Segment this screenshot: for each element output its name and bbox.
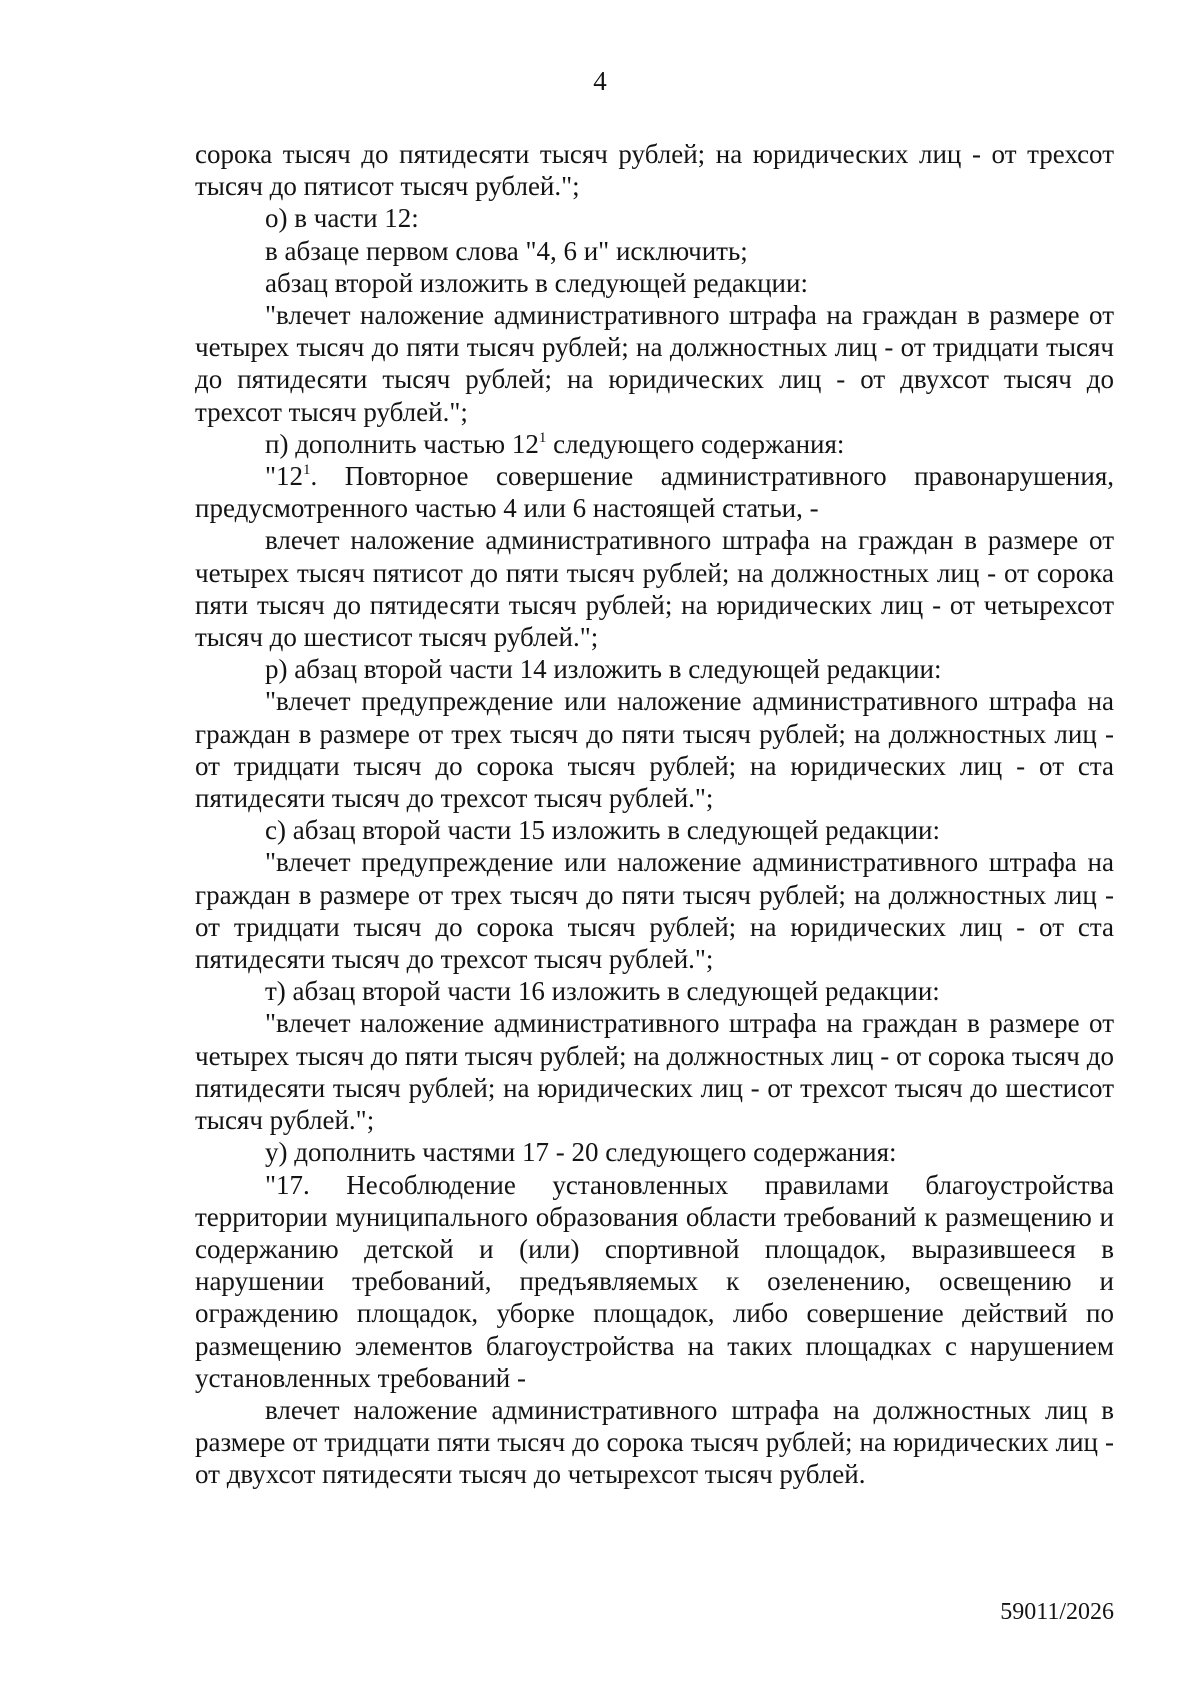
superscript: 1 [303,462,311,479]
document-code: 59011/2026 [1000,1599,1114,1625]
page-number: 4 [593,66,607,96]
paragraph-text: "12 [265,461,304,492]
paragraph: о) в части 12: [265,203,419,234]
paragraph: у) дополнить частями 17 - 20 следующего содержания: [265,1137,897,1168]
paragraph: "влечет наложение административного штрафа на граждан в размере от четырех тысяч до пяти тысяч рублей; на должностных лиц - от сорока тысяч до пятидесяти тысяч рублей; на юридических лиц - от трехсот тысяч до шестисот тысяч рублей."; [195,1008,1114,1136]
paragraph: с) абзац второй части 15 изложить в следующей редакции: [265,815,940,846]
paragraph-text: . Повторное совершение административного правонарушения, предусмотренного частью 4 или 6 настоящей статьи, - [195,461,1114,524]
superscript: 1 [538,429,547,446]
paragraph: "влечет наложение административного штрафа на граждан в размере от четырех тысяч до пяти тысяч рублей; на должностных лиц - от тридцати тысяч до пятидесяти тысяч рублей; на юридических лиц - от двухсот тысяч до трехсот тысяч рублей."; [195,300,1114,427]
paragraph [195,428,1114,460]
paragraph: сорока тысяч до пятидесяти тысяч рублей; на юридических лиц - от трехсот тысяч до пятисот тысяч рублей."; [195,139,1114,202]
paragraph: абзац второй изложить в следующей редакции: [265,267,808,298]
paragraph: в абзаце первом слова "4, 6 и" исключить; [265,235,748,266]
document-body [195,138,1114,1491]
paragraph: р) абзац второй части 14 изложить в следующей редакции: [265,654,942,685]
paragraph: влечет наложение административного штрафа на граждан в размере от четырех тысяч пятисот до пяти тысяч рублей; на должностных лиц - от сорока пяти тысяч до пятидесяти тысяч рублей; на юридических лиц - от четырехсот тысяч до шестисот тысяч рублей."; [195,525,1114,653]
paragraph: влечет наложение административного штрафа на должностных лиц в размере от тридцати пяти тысяч до сорока тысяч рублей; на юридических лиц - от двухсот пятидесяти тысяч до четырехсот тысяч рублей. [195,1394,1114,1490]
paragraph-text: следующего содержания: [546,428,845,459]
paragraph: т) абзац второй части 16 изложить в следующей редакции: [265,976,940,1007]
paragraph [195,460,1114,524]
paragraph-text: п) дополнить частью 12 [265,428,539,459]
paragraph: "17. Несоблюдение установленных правилами благоустройства территории муниципального образования области требований к размещению и содержанию детской и (или) спортивной площадок, выразившееся в нарушении требований, предъявляемых к озеленению, освещению и ограждению площадок, уборке площадок, либо совершение действий по размещению элементов благоустройства на таких площадках с нарушением установленных требований - [195,1169,1114,1393]
paragraph: "влечет предупреждение или наложение административного штрафа на граждан в размере от трех тысяч до пяти тысяч рублей; на должностных лиц - от тридцати тысяч до сорока тысяч рублей; на юридических лиц - от ста пятидесяти тысяч до трехсот тысяч рублей."; [195,686,1114,814]
paragraph: "влечет предупреждение или наложение административного штрафа на граждан в размере от трех тысяч до пяти тысяч рублей; на должностных лиц - от тридцати тысяч до сорока тысяч рублей; на юридических лиц - от ста пятидесяти тысяч до трехсот тысяч рублей."; [195,847,1114,975]
